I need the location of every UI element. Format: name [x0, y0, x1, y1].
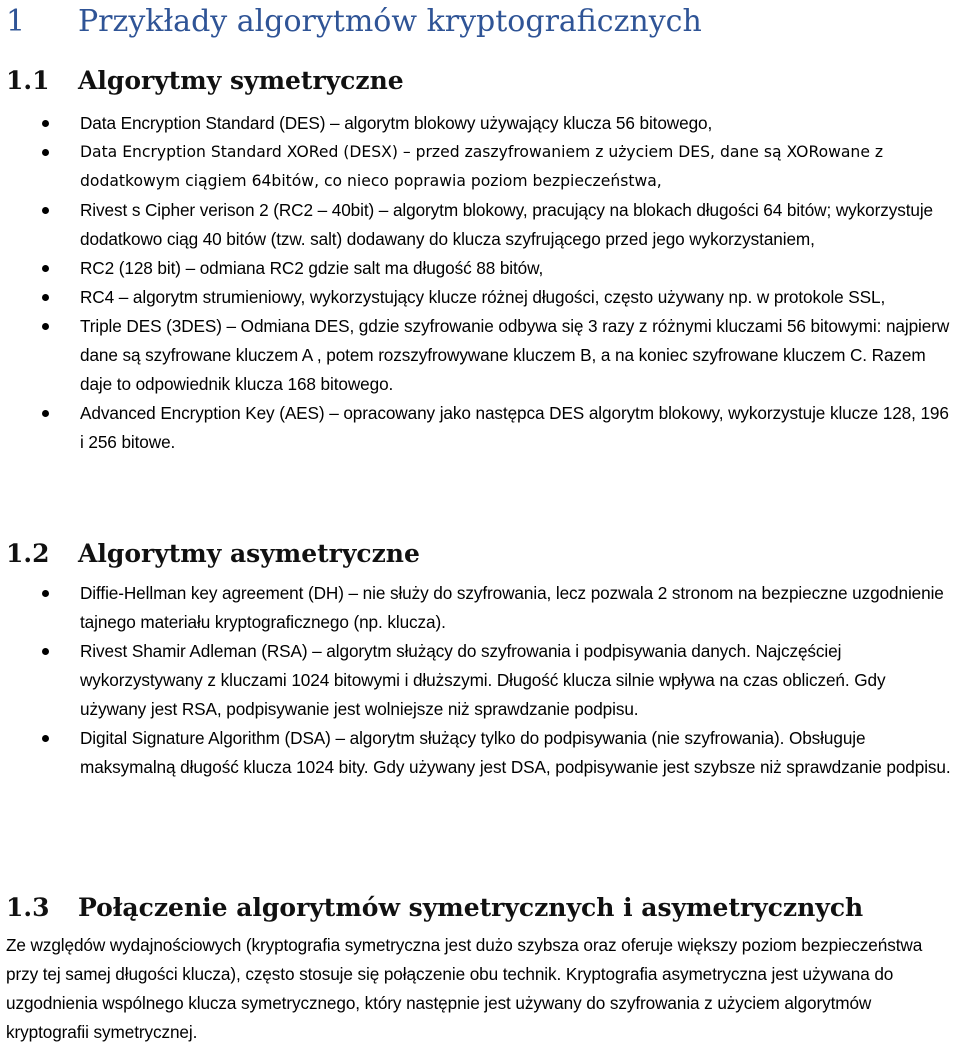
- section-title: Algorytmy asymetryczne: [78, 539, 420, 568]
- list-item-3des: Triple DES (3DES) – Odmiana DES, gdzie szyfrowanie odbywa się 3 razy z różnymi kluczami 56 bitowymi: najpierw dane są szyfrowane kluczem A , potem rozszyfrowywane kluczem B, a na koniec szyfrowane kluczem C. Razem daje to odpowiednik klucza 168 bitowego.: [0, 312, 960, 399]
- chapter-title: Przykłady algorytmów kryptograficznych: [78, 4, 702, 39]
- section-heading-symmetric: [6, 64, 404, 98]
- section-number: 1.3: [6, 893, 50, 922]
- combined-paragraph: Ze względów wydajnościowych (kryptografia symetryczna jest dużo szybsza oraz oferuje większy poziom bezpieczeństwa przy tej samej długości klucza), często stosuje się połączenie obu technik. Kryptografia asymetryczna jest używana do uzgodnienia wspólnego klucza symetrycznego, który następnie jest używany do szyfrowania z użyciem algorytmów kryptografii symetrycznej.: [6, 935, 923, 1042]
- list-item-rc4: RC4 – algorytm strumieniowy, wykorzystujący klucze różnej długości, często używany np. w protokole SSL,: [0, 283, 960, 312]
- symmetric-algorithms-list: [0, 109, 960, 457]
- section-heading-combined: [6, 891, 863, 925]
- section-number: 1.1: [6, 66, 50, 95]
- section-heading-asymmetric: [6, 537, 420, 571]
- list-item-rc2-40: Rivest s Cipher verison 2 (RC2 – 40bit) – algorytm blokowy, pracujący na blokach długości 64 bitów; wykorzystuje dodatkowo ciąg 40 bitów (tzw. salt) dodawany do klucza szyfrującego przed jego wykorzystaniem,: [0, 196, 960, 254]
- asymmetric-algorithms-list: [0, 579, 960, 782]
- section-title: Algorytmy symetryczne: [78, 66, 404, 95]
- list-item-aes: Advanced Encryption Key (AES) – opracowany jako następca DES algorytm blokowy, wykorzystuje klucze 128, 196 i 256 bitowe.: [0, 399, 960, 457]
- list-item-desx: Data Encryption Standard XORed (DESX) – przed zaszyfrowaniem z użyciem DES, dane są XORowane z dodatkowym ciągiem 64bitów, co nieco poprawia poziom bezpieczeństwa,: [0, 138, 960, 196]
- chapter-number: 1: [6, 4, 26, 39]
- list-item-rc2-128: RC2 (128 bit) – odmiana RC2 gdzie salt ma długość 88 bitów,: [0, 254, 960, 283]
- section-title: Połączenie algorytmów symetrycznych i asymetrycznych: [78, 893, 864, 922]
- section-number: 1.2: [6, 539, 50, 568]
- list-item-rsa: Rivest Shamir Adleman (RSA) – algorytm służący do szyfrowania i podpisywania danych. Najczęściej wykorzystywany z kluczami 1024 bitowymi i dłuższymi. Długość klucza silnie wpływa na czas obliczeń. Gdy używany jest RSA, podpisywanie jest wolniejsze niż sprawdzanie podpisu.: [0, 637, 960, 724]
- list-item-dsa: Digital Signature Algorithm (DSA) – algorytm służący tylko do podpisywania (nie szyfrowania). Obsługuje maksymalną długość klucza 1024 bity. Gdy używany jest DSA, podpisywanie jest szybsze niż sprawdzanie podpisu.: [0, 724, 960, 782]
- list-item-dh: Diffie-Hellman key agreement (DH) – nie służy do szyfrowania, lecz pozwala 2 stronom na bezpieczne uzgodnienie tajnego materiału kryptograficznego (np. klucza).: [0, 579, 960, 637]
- chapter-heading: [6, 2, 702, 42]
- list-item-des: Data Encryption Standard (DES) – algorytm blokowy używający klucza 56 bitowego,: [0, 109, 960, 138]
